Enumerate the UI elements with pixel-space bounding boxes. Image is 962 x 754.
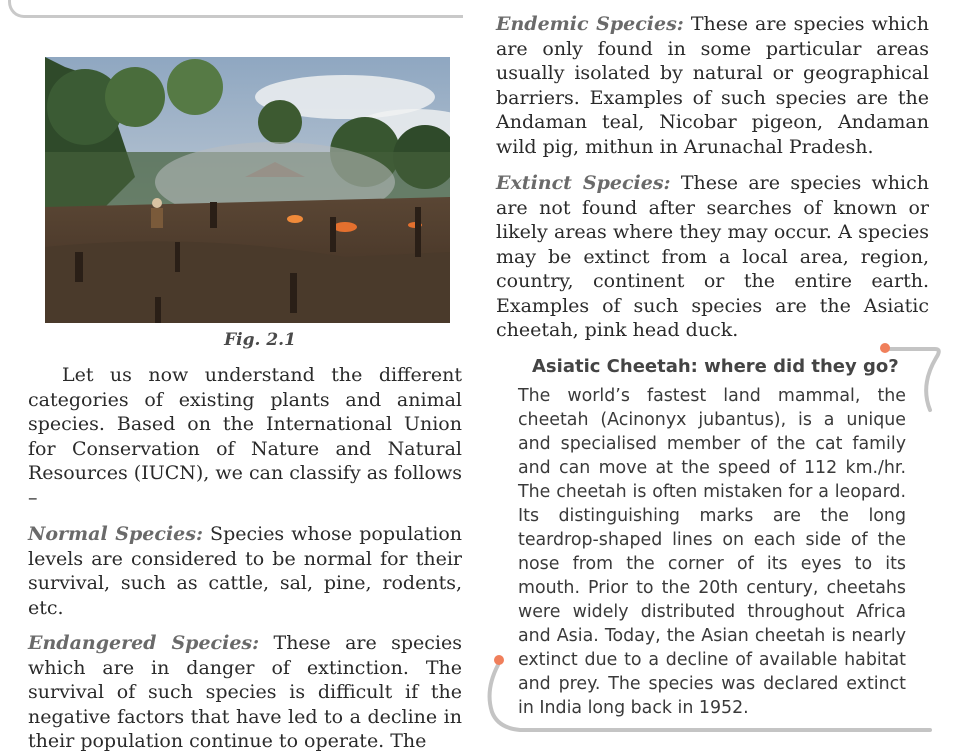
info-box-body: The world’s fastest land mammal, the cheetah (Acinonyx jubantus), is a unique and specialised member of the cat family and can move at the speed of 112 km./hr. The cheetah is often mistaken for a leopard. Its distinguishing marks are the long teardrop-shaped lines on each side of the nose from the corner of its eyes to its mouth. Prior to the 20th century, cheetahs were widely distributed throughout Africa and Asia. Today, the Asian cheetah is nearly extinct due to a decline of available habitat and prey. The species was declared extinct in India long back in 1952. (518, 386, 906, 718)
extinct-species-paragraph (496, 171, 929, 343)
endemic-species-term: Endemic Species: (496, 13, 684, 35)
endemic-species-text: These are species which are only found in some particular areas usually isolated by natural or geographical barriers. Examples of such species are the Andaman teal, Nicobar pigeon, Andaman wild pig, mithun in Arunachal Pradesh. (496, 13, 929, 158)
accent-dot-bottom (494, 655, 504, 665)
endangered-species-term: Endangered Species: (28, 632, 260, 654)
figure-caption: Fig. 2.1 (224, 330, 296, 350)
normal-species-text: Species whose population levels are considered to be normal for their survival, such as cattle, sal, pine, rodents, etc. (28, 523, 463, 619)
normal-species-term: Normal Species: (28, 523, 203, 545)
extinct-species-term: Extinct Species: (496, 172, 671, 194)
forest-fire-photo (45, 57, 450, 323)
extinct-species-text: These are species which are not found after searches of known or likely areas where they may occur. A species may be extinct from a local area, region, country, continent or the entire earth. Examples of such species are the Asiatic cheetah, pink head duck. (496, 172, 929, 341)
accent-dot-top (880, 343, 890, 353)
intro-paragraph: Let us now understand the different categories of existing plants and animal species. Based on the International Union for Conservation of Nature and Natural Resources (IUCN), we can classify as follows – (28, 364, 462, 509)
top-decorative-rule (8, 0, 463, 18)
endangered-species-text: These are species which are in danger of extinction. The survival of such species is difficult if the negative factors that have led to a decline in their population continue to operate. The (28, 632, 462, 752)
endemic-species-paragraph (496, 12, 929, 159)
info-box-title: Asiatic Cheetah: where did they go? (532, 356, 899, 377)
normal-species-paragraph (28, 522, 462, 620)
endangered-species-paragraph (28, 631, 462, 754)
